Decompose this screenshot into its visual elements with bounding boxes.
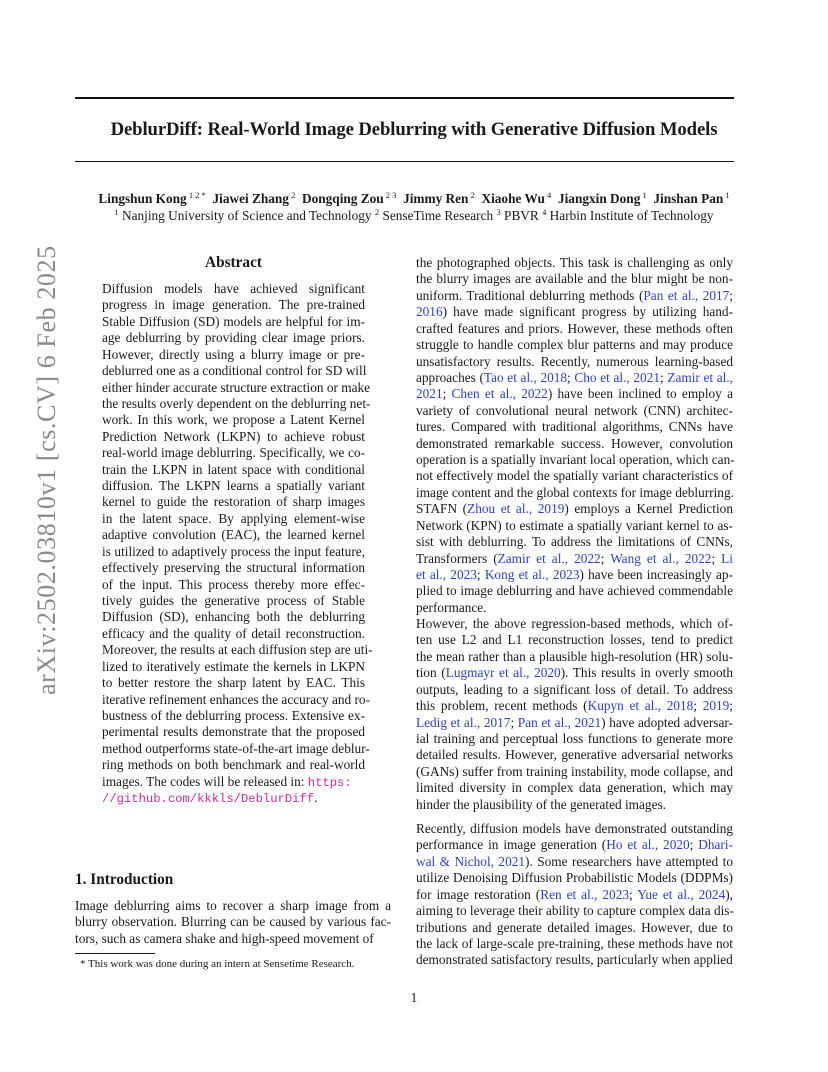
citation-link: Tao et al., 2018 — [483, 369, 568, 385]
abstract-line: method outperforms state-of-the-art image deblur- — [102, 740, 370, 756]
abstract-line: lized to iteratively estimate the kernels in LKPN — [102, 658, 365, 674]
affiliation-name: Nanjing University of Science and Technology — [118, 208, 372, 223]
body-line: struggle to handle complex blur patterns and may produce — [416, 337, 733, 353]
abstract-line: progress in image generation. The pre-trained — [102, 297, 365, 313]
body-line: limited diversity in complex data generation, which may — [416, 780, 733, 796]
body-line: operation is a spatially invariant local operation, which can- — [416, 452, 735, 468]
body-line: ial training and perceptual loss functions to generate more — [416, 730, 733, 746]
citation-link: wal & Nichol, 2021 — [416, 853, 526, 869]
body-line: ten use L2 and L1 reconstruction losses, tend to predict — [416, 632, 733, 648]
citation-link: et al., 2023 — [416, 567, 477, 583]
body-line: utilize Denoising Diffusion Probabilistic Models (DDPMs) — [416, 870, 733, 886]
top-rule-thick — [75, 97, 734, 99]
body-line: et al., 2023; Kong et al., 2023) have been increasingly ap- — [416, 567, 733, 583]
body-line: Recently, diffusion models have demonstrated outstanding — [416, 821, 733, 836]
citation-link: 2016 — [416, 304, 443, 320]
abstract-line: kernel to guide the restoration of sharp images — [102, 494, 365, 510]
introduction-heading: 1. Introduction — [75, 871, 174, 888]
body-line: However, the above regression-based methods, which of- — [416, 616, 733, 631]
abstract-line: Moreover, the results at each diffusion step are uti- — [102, 642, 373, 658]
author-name: Xiaohe Wu — [481, 191, 545, 206]
affiliation-mark: 2 — [374, 207, 380, 217]
right-column-p2 — [416, 616, 733, 813]
abstract-line: Diffusion models have achieved significant — [102, 281, 365, 296]
abstract-line: tively guides the generative process of Stable — [102, 593, 365, 609]
abstract-body — [102, 281, 373, 807]
abstract-line: age deblurring by providing clear image priors. — [102, 330, 365, 346]
body-line: hinder the plausibility of the generated images. — [416, 796, 666, 812]
affiliation-name: PBVR — [500, 208, 539, 223]
page-number: 1 — [410, 990, 418, 1005]
introduction-line: Image deblurring aims to recover a sharp image from a — [75, 898, 391, 913]
body-line: the blurry images are available and the blur might be non- — [416, 271, 733, 287]
body-line: crafted features and priors. However, these methods often — [416, 320, 733, 336]
author-affiliation-mark: 4 — [544, 190, 552, 200]
arxiv-stamp: arXiv:2502.03810v1 [cs.CV] 6 Feb 2025 — [32, 245, 61, 695]
body-line: for image restoration (Ren et al., 2023; Yue et al., 2024), — [416, 886, 733, 902]
body-line: STAFN (Zhou et al., 2019) employs a Kernel Prediction — [416, 501, 733, 517]
abstract-line: deblurred one as a conditional control for SD will — [102, 363, 367, 379]
body-line: aiming to leverage their ability to capture complex data dis- — [416, 903, 734, 919]
body-line: tures. Compared with traditional algorithms, CNNs have — [416, 419, 733, 435]
body-line: performance in image generation (Ho et al., 2020; Dhari- — [416, 837, 733, 853]
abstract-line: the results overly dependent on the deblurring net- — [102, 395, 371, 411]
body-line: outputs, leading to a significant loss of detail. To address — [416, 681, 733, 697]
abstract-line: adaptive convolution (EAC), the learned kernel — [102, 527, 365, 543]
body-line: tributions and generate detailed images. However, due to — [416, 919, 733, 935]
abstract-line: //github.com/kkkls/DeblurDiff. — [102, 790, 318, 807]
citation-link: Cho et al., 2021 — [574, 369, 660, 385]
citation-link: Yue et al., 2024 — [637, 886, 726, 902]
author-name: Jiawei Zhang — [212, 191, 289, 206]
body-line: wal & Nichol, 2021). Some researchers have attempted to — [416, 853, 733, 869]
body-line: not effectively model the spatially variant characteristics of — [416, 468, 733, 484]
abstract-line: is utilized to adaptively process the input feature, — [102, 543, 365, 559]
citation-link: Kupyn et al., 2018 — [587, 698, 694, 714]
citation-link: Zamir et al., 2022 — [497, 550, 601, 566]
affiliation-mark: 3 — [496, 207, 501, 217]
paper-title: DeblurDiff: Real-World Image Deblurring with Generative Diffusion Models — [110, 119, 718, 140]
footnote: * This work was done during an intern at Sensetime Research. — [80, 958, 355, 970]
abstract-line: real-world image deblurring. Specifically, we co- — [102, 445, 365, 461]
citation-link: Ledig et al., 2017 — [416, 714, 511, 730]
title-bottom-rule — [75, 161, 734, 162]
author-affiliation-mark: 1 2 * — [186, 190, 206, 200]
right-column-p1 — [416, 255, 733, 616]
author-affiliation-mark: 2 — [288, 190, 296, 200]
body-line: variety of convolutional neural network (CNN) architec- — [416, 402, 733, 418]
author-name: Lingshun Kong — [98, 191, 187, 206]
right-column-p3 — [416, 821, 733, 969]
citation-link: Wang et al., 2022 — [610, 550, 712, 566]
body-line: 2016) have made significant progress by utilizing hand- — [416, 304, 733, 320]
abstract-line: ring methods on both benchmark and real-world — [102, 757, 365, 773]
citation-link: Ho et al., 2020 — [606, 837, 690, 853]
abstract-line: to better restore the sharp latent by EAC. This — [102, 675, 365, 691]
footnote-rule — [75, 953, 155, 954]
code-url-link: //github.com/kkkls/DeblurDiff — [102, 792, 315, 807]
abstract-line: Prediction Network (LKPN) to achieve robust — [102, 428, 365, 444]
introduction-body — [75, 898, 391, 947]
body-line: uniform. Traditional deblurring methods (Pan et al., 2017; — [416, 287, 733, 303]
author-name: Dongqing Zou — [302, 191, 384, 206]
author-name: Jimmy Ren — [403, 191, 469, 206]
author-list — [0, 191, 828, 207]
citation-link: Li — [721, 550, 733, 566]
body-line: Transformers (Zamir et al., 2022; Wang et al., 2022; Li — [416, 550, 733, 566]
abstract-line: diffusion. The LKPN learns a spatially variant — [102, 478, 365, 494]
introduction-line: blurry observation. Blurring can be caused by various fac- — [75, 914, 391, 930]
body-line: 2021; Chen et al., 2022) have been inclined to employ a — [416, 386, 733, 402]
affiliation-list — [0, 208, 828, 224]
author-affiliation-mark: 2 — [468, 190, 475, 200]
body-line: tion (Lugmayr et al., 2020). This results in overly smooth — [416, 665, 733, 681]
abstract-line: train the LKPN in latent space with conditional — [102, 461, 365, 477]
affiliation-name: SenseTime Research — [379, 208, 494, 223]
abstract-line: either hinder accurate structure extraction or make — [102, 379, 371, 395]
body-line: demonstrated satisfactory results, particularly when applied — [416, 952, 733, 968]
abstract-line: Diffusion (SD), enhancing both the deblurring — [102, 609, 365, 625]
abstract-line: work. In this work, we propose a Latent Kernel — [102, 412, 365, 428]
abstract-line: in the latent space. By applying element-wise — [102, 510, 365, 526]
abstract-line: Stable Diffusion (SD) models are helpful for im- — [102, 313, 365, 329]
abstract-line: effectively preserving the structural information — [102, 560, 365, 576]
body-line: sist with deblurring. To address the limitations of CNNs, — [416, 534, 733, 550]
affiliation-mark: 1 — [114, 207, 119, 217]
abstract-line: images. The codes will be released in: https: — [102, 773, 352, 790]
author-name: Jiangxin Dong — [557, 191, 641, 206]
citation-link: Zhou et al., 2019 — [467, 501, 565, 517]
citation-link: Pan et al., 2017 — [643, 287, 730, 303]
abstract-line: iterative refinement enhances the accuracy and ro- — [102, 691, 371, 707]
citation-link: 2019 — [702, 698, 730, 714]
citation-link: Dhari- — [698, 837, 733, 853]
citation-link: Ren et al., 2023 — [540, 886, 629, 902]
code-url-link: https: — [307, 775, 352, 790]
citation-link: Kong et al., 2023 — [484, 567, 580, 583]
citation-link: 2021 — [416, 386, 443, 402]
author-affiliation-mark: 1 — [640, 190, 647, 200]
abstract-line: However, directly using a blurry image or pre- — [102, 346, 365, 362]
body-line: the mean rather than a plausible high-resolution (HR) solu- — [416, 648, 733, 664]
body-line: this problem, recent methods (Kupyn et al., 2018; 2019; — [416, 698, 733, 714]
body-line: image content and the global contexts for image deblurring. — [416, 484, 734, 500]
citation-link: Lugmayr et al., 2020 — [445, 665, 561, 681]
body-line: the lack of large-scale pre-training, these methods have not — [416, 935, 733, 951]
citation-link: Pan et al., 2021 — [517, 714, 602, 730]
body-line: detailed results. However, generative adversarial networks — [416, 747, 733, 763]
affiliation-name: Harbin Institute of Technology — [546, 208, 714, 223]
author-name: Jinshan Pan — [653, 191, 724, 206]
body-line: unsatisfactory results. Recently, numerous learning-based — [416, 353, 733, 369]
body-line: plied to image deblurring and have achieved commendable — [416, 583, 733, 599]
body-line: demonstrated remarkable success. However, convolution — [416, 435, 733, 451]
body-line: (GANs) suffer from training instability, mode collapse, and — [416, 763, 733, 779]
abstract-line: perimental results demonstrate that the proposed — [102, 724, 365, 740]
citation-link: Chen et al., 2022 — [451, 386, 548, 402]
body-line: Network (KPN) to estimate a spatially variant kernel to as- — [416, 517, 733, 533]
abstract-line: of the input. This process thereby more effec- — [102, 576, 365, 592]
abstract-heading: Abstract — [205, 254, 262, 271]
affiliation-mark: 4 — [542, 207, 547, 217]
body-line: the photographed objects. This task is challenging as only — [416, 255, 733, 270]
abstract-line: efficacy and the quality of detail reconstruction. — [102, 625, 365, 641]
author-affiliation-mark: 2 3 — [383, 190, 397, 200]
body-line: approaches (Tao et al., 2018; Cho et al., 2021; Zamir et al., — [416, 369, 733, 385]
citation-link: Zamir et al., — [667, 369, 733, 385]
author-affiliation-mark: 1 — [723, 190, 730, 200]
body-line: performance. — [416, 599, 487, 615]
body-line: Ledig et al., 2017; Pan et al., 2021) have adopted adversar- — [416, 714, 733, 730]
introduction-line: tors, such as camera shake and high-speed movement of — [75, 930, 374, 946]
abstract-line: bustness of the deblurring process. Extensive ex- — [102, 707, 365, 723]
